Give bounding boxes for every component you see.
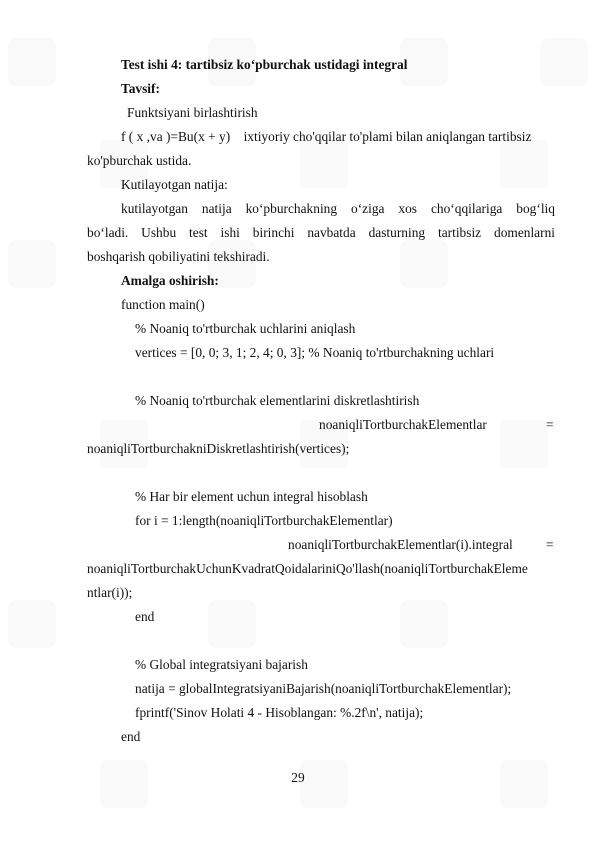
code-comment: % Noaniq to'rtburchak elementlarini diskretlashtirish [135, 393, 420, 408]
code-line: noaniqliTortburchakElementlar(i).integral [288, 537, 513, 552]
expected-result-label: Kutilayotgan natija: [121, 177, 228, 192]
code-comment: % Har bir element uchun integral hisoblash [135, 489, 368, 504]
description-line-3: boshqarish qobiliyatini tekshiradi. [87, 249, 270, 264]
word: xos [398, 201, 418, 216]
watermark-tile [400, 600, 448, 648]
code-line: function main() [121, 297, 205, 312]
watermark-tile [100, 760, 148, 808]
word: bog‘liq [516, 201, 555, 216]
code-operator: = [546, 417, 554, 432]
code-line: natija = globalIntegratsiyaniBajarish(noaniqliTortburchakElementlar); [135, 681, 512, 696]
watermark-tile [500, 760, 548, 808]
word: bo‘ladi. [87, 225, 129, 240]
description-line-2 [87, 225, 555, 241]
word: test [189, 225, 208, 240]
watermark-tile [300, 140, 348, 188]
word: ko‘pburchakning [245, 201, 338, 216]
code-operator: = [546, 537, 554, 552]
code-line: noaniqliTortburchakUchunKvadratQoidalariniQo'llash(noaniqliTortburchakEleme [87, 561, 528, 576]
code-line: for i = 1:length(noaniqliTortburchakElementlar) [135, 513, 393, 528]
formula-line-continued: ko'pburchak ustida. [87, 153, 192, 168]
section-title: Test ishi 4: tartibsiz ko‘pburchak ustidagi integral [121, 57, 408, 72]
watermark-tile [500, 140, 548, 188]
watermark-tile [400, 240, 448, 288]
word: dasturning [368, 225, 426, 240]
description-line-1 [121, 201, 555, 217]
page-number: 29 [291, 770, 305, 785]
code-comment: % Global integratsiyani bajarish [135, 657, 308, 672]
word: ishi [220, 225, 240, 240]
code-line: noaniqliTortburchakniDiskretlashtirish(vertices); [87, 441, 350, 456]
watermark-tile [300, 760, 348, 808]
watermark-tile [8, 600, 56, 648]
word: birinchi [252, 225, 295, 240]
formula-line: f ( x ,va )=Bu(x + y) ixtiyoriy cho'qqilar to'plami bilan aniqlangan tartibsiz [121, 129, 532, 144]
watermark-tile [8, 240, 56, 288]
watermark-tile [208, 600, 256, 648]
implementation-label: Amalga oshirish: [121, 273, 219, 288]
code-line: ntlar(i)); [87, 585, 133, 600]
code-line: noaniqliTortburchakElementlar [319, 417, 487, 432]
word: Ushbu [141, 225, 177, 240]
code-line: vertices = [0, 0; 3, 1; 2, 4; 0, 3]; % Noaniq to'rtburchakning uchlari [135, 345, 495, 360]
word: kutilayotgan [121, 201, 188, 216]
word: cho‘qqilariga [430, 201, 503, 216]
word: natija [201, 201, 232, 216]
word: navbatda [307, 225, 356, 240]
code-line: fprintf('Sinov Holati 4 - Hisoblangan: %.2f\n', natija); [135, 705, 424, 720]
word: domenlarni [494, 225, 555, 240]
watermark-tile [8, 38, 56, 86]
word: tartibsiz [437, 225, 482, 240]
word: o‘ziga [351, 201, 385, 216]
code-comment: % Noaniq to'rtburchak uchlarini aniqlash [135, 321, 356, 336]
code-line: end [135, 609, 155, 624]
watermark-tile [540, 38, 588, 86]
code-line: end [121, 729, 141, 744]
function-description: Funktsiyani birlashtirish [127, 105, 258, 120]
tavsif-label: Tavsif: [121, 81, 160, 96]
watermark-tile [500, 420, 548, 468]
